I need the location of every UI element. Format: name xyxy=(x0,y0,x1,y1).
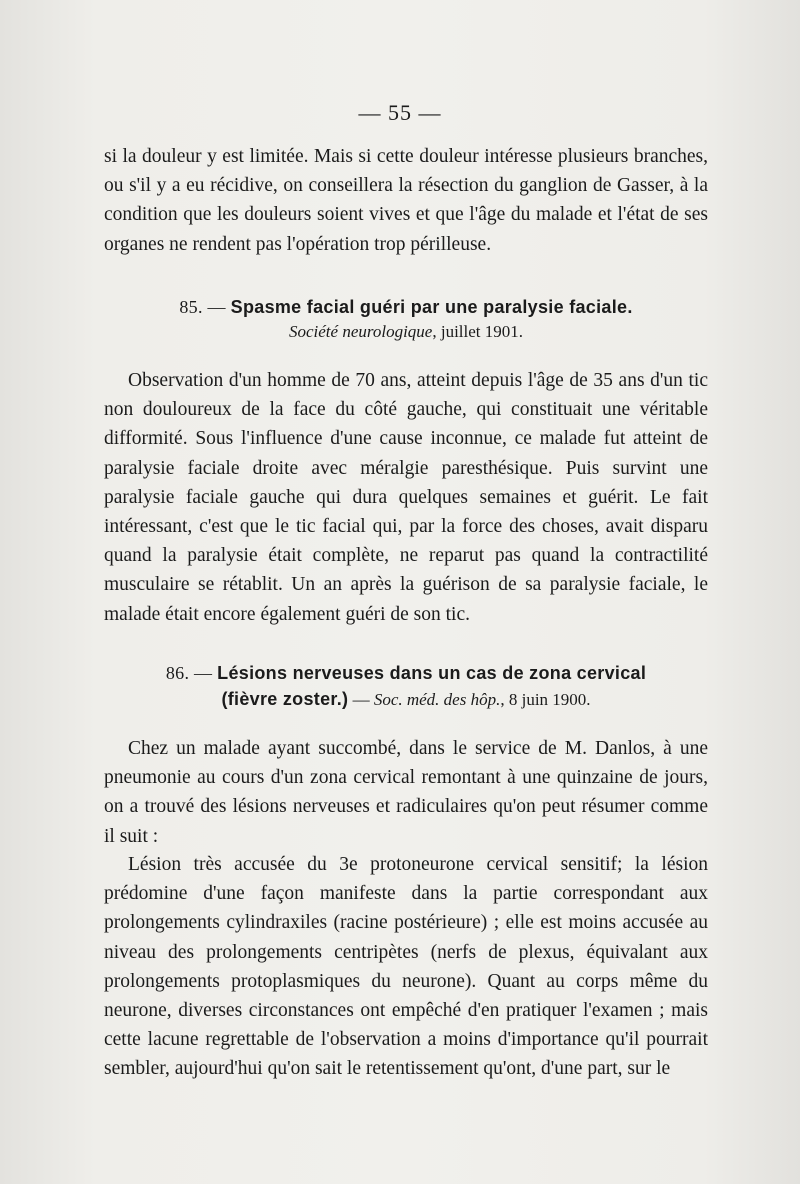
section-85-heading xyxy=(104,294,708,344)
section-86-heading xyxy=(104,660,708,712)
paragraph-1-text: si la douleur y est limitée. Mais si cette douleur intéresse plusieurs branches, ou s'il y a eu récidive, on conseillera la résection du ganglion de Gasser, à la condition que les douleurs soient vives et que l'âge du malade et l'état de ses organes ne rendent pas l'opération trop périlleuse. xyxy=(104,146,708,255)
paragraph-2-text: Observation d'un homme de 70 ans, atteint depuis l'âge de 35 ans d'un tic non douloureux de la face du côté gauche, qui constituait une véritable difformité. Sous l'influence d'une cause inconnue, ce malade fut atteint de paralysie faciale droite avec méralgie paresthésique. Puis survint une paralysie faciale gauche qui dura quelques semaines et guérit. Le fait intéressant, c'est que le tic facial qui, par la force des choses, avait disparu quand la paralysie était complète, ne reparut pas quand la contractilité musculaire se rétablit. Un an après la guérison de sa paralysie faciale, le malade était encore également guéri de son tic. xyxy=(104,370,708,625)
paragraph-3-text: Chez un malade ayant succombé, dans le service de M. Danlos, à une pneumonie au cours d'un zona cervical remontant à une quinzaine de jours, on a trouvé des lésions nerveuses et radiculaires qu'on peut résumer comme il suit : xyxy=(104,738,708,847)
section-86-number: 86. — xyxy=(165,663,218,683)
section-85-number: 85. — xyxy=(179,297,231,317)
paragraph-1 xyxy=(104,142,708,259)
paragraph-2 xyxy=(104,366,708,629)
section-85-source-journal: Société neurologique xyxy=(288,322,433,341)
section-86-source-sep: — xyxy=(348,690,374,709)
section-85-title: Spasme facial guéri par une paralysie faciale. xyxy=(230,297,633,317)
section-85-source xyxy=(104,320,708,344)
page-number: — 55 — xyxy=(358,100,442,125)
section-85-source-date: , juillet 1901. xyxy=(432,322,524,341)
paragraph-4 xyxy=(104,850,708,1084)
section-86-title-line-1 xyxy=(104,660,708,686)
section-86-title: Lésions nerveuses dans un cas de zona cervical xyxy=(217,663,647,683)
section-86-source-journal: Soc. méd. des hôp. xyxy=(373,690,501,709)
paragraph-4-text: Lésion très accusée du 3e protoneurone cervical sensitif; la lésion prédomine d'une façon manifeste dans la partie correspondant aux prolongements cylindraxiles (racine postérieure) ; elle est moins accusée au niveau des prolongements centripètes (nerfs de plexus, équivalant aux prolongements protoplasmiques du neurone). Quant au corps même du neurone, diverses circonstances ont empêché d'en pratiquer l'examen ; mais cette lacune regrettable de l'observation a moins d'importance qu'il pourrait sembler, aujourd'hui qu'on sait le retentissement qu'ont, d'une part, sur le xyxy=(104,854,708,1080)
paragraph-3 xyxy=(104,734,708,851)
section-85-title-line xyxy=(104,294,708,320)
section-86-source-date: , 8 juin 1900. xyxy=(500,690,591,709)
section-86-subtitle: (fièvre zoster.) xyxy=(221,689,349,709)
section-86-title-line-2 xyxy=(104,686,708,712)
